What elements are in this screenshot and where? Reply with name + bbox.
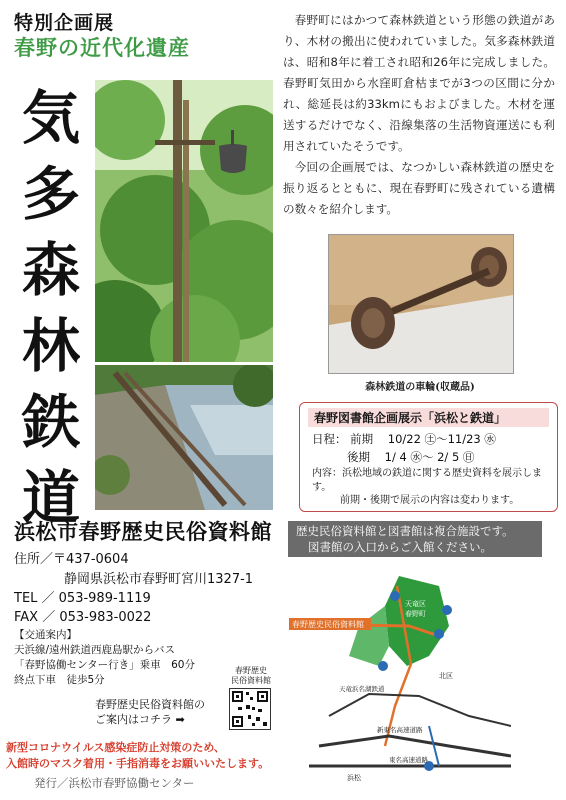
library-content: 内容：浜松地域の鉄道に関する歴史資料を展示します。 (312, 468, 542, 493)
exhibit-subtitle: 春野の近代化遺産 (14, 35, 190, 60)
map-region: 春野町 (405, 610, 426, 618)
qr-guide (95, 697, 205, 727)
map-city: 浜松 (347, 774, 361, 782)
wheel-photo (328, 234, 514, 374)
schedule-row-2 (347, 449, 474, 465)
title-char: 鉄 (21, 388, 80, 456)
title-char: 多 (21, 160, 80, 228)
museum-name: 浜松市春野歴史民俗資料館 (14, 520, 272, 544)
access-line: 天浜線/遠州鉄道西鹿島駅からバス (14, 644, 176, 656)
period2-label: 後期 (347, 450, 370, 464)
covid-warning (6, 740, 269, 772)
access-heading: 【交通案内】 (14, 629, 77, 641)
intro-text (283, 10, 555, 220)
map-highway: 新東名高速道路 (377, 726, 423, 734)
warning-line: 入館時のマスク着用・手指消毒をお願いいたします。 (6, 757, 270, 770)
map-museum-label: 春野歴史民俗資料館 (292, 620, 364, 629)
schedule-label: 日程： (312, 432, 347, 446)
period1-dates: 10/22 ㊏～11/23 ㊌ (387, 432, 496, 446)
library-heading: 春野図書館企画展示「浜松と鉄道」 (308, 408, 549, 427)
warning-line: 新型コロナウイルス感染症防止対策のため、 (6, 741, 225, 754)
qr-label-line: 春野歴史 (235, 666, 267, 675)
facility-notice (288, 521, 542, 557)
period2-dates: 1/ 4 ㊌～ 2/ 5 ㊐ (384, 450, 475, 464)
guide-line: 春野歴史民俗資料館の (95, 698, 205, 711)
notice-line: 図書館の入口からご入館ください。 (308, 540, 492, 554)
schedule-row-1 (312, 431, 496, 447)
map-region: 天竜区 (405, 600, 426, 608)
title-char: 道 (21, 464, 80, 532)
access-line: 「春野協働センター行き」乗車 60分 (14, 659, 195, 671)
library-content-note: 前期・後期で展示の内容は変わります。 (340, 495, 520, 506)
fax: FAX ／ 053-983-0022 (14, 610, 152, 625)
forest-pole-photo (95, 80, 273, 362)
library-exhibit-box (299, 402, 558, 512)
access-map (289, 566, 511, 788)
map-highway: 東名高速道路 (389, 756, 428, 764)
notice-line: 歴史民俗資料館と図書館は複合施設です。 (296, 524, 514, 538)
title-char: 林 (21, 312, 80, 380)
qr-label-line: 民俗資料館 (231, 676, 271, 685)
wheel-caption: 森林鉄道の車輪(収蔵品) (365, 382, 475, 393)
title-char: 森 (21, 236, 80, 304)
exhibit-label: 特別企画展 (14, 12, 115, 34)
map-district: 北区 (439, 672, 453, 680)
river-rail-photo (95, 365, 273, 510)
intro-paragraph: 春野町にはかつて森林鉄道という形態の鉄道があり、木材の搬出に使われていました。気多森林鉄道は、昭和8年に着工され昭和26年に完成しました。春野町気田から水窪町倉枯までが3つの区間に分かれ、総延長は約33kmにもおよびました。木材を運送するだけでなく、沿線集落の生活物資運送にも利用されていたそうです。 (283, 13, 555, 153)
address: 静岡県浜松市春野町宮川1327-1 (64, 572, 254, 587)
guide-line: ご案内はコチラ ➡ (95, 713, 185, 726)
publisher: 発行／浜松市春野協働センター (34, 776, 195, 790)
map-rail: 天竜浜名湖鉄道 (339, 685, 385, 693)
qr-code[interactable] (229, 688, 271, 730)
main-title (16, 80, 86, 536)
tel: TEL ／ 053-989-1119 (14, 591, 151, 606)
intro-paragraph: 今回の企画展では、なつかしい森林鉄道の歴史を振り返るとともに、現在春野町に残されている遺構の数々を紹介します。 (283, 160, 555, 216)
qr-label (231, 666, 271, 686)
title-char: 気 (21, 84, 80, 152)
period1-label: 前期 (350, 432, 374, 446)
access-line: 終点下車 徒歩5分 (14, 674, 105, 686)
address-postal: 住所／〒437-0604 (14, 552, 129, 567)
